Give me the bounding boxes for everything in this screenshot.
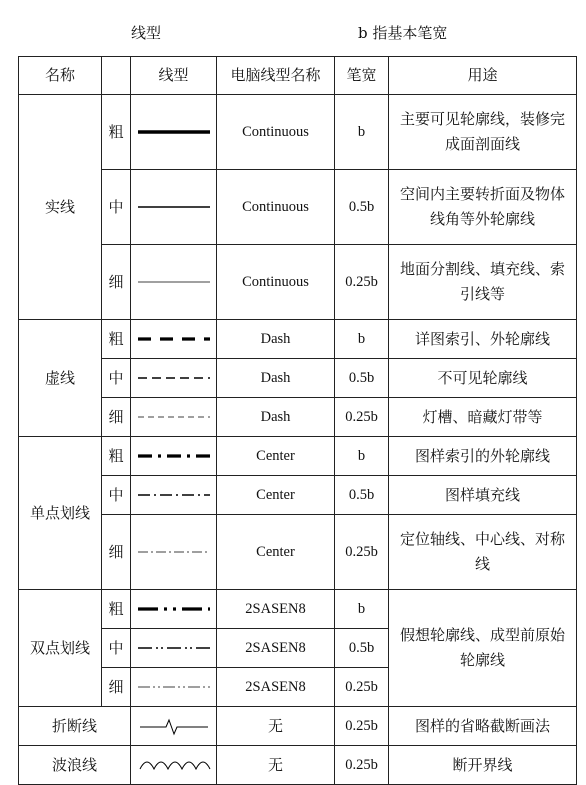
table-row — [19, 320, 577, 359]
pen-width-cell: 0.5b — [335, 629, 389, 668]
cad-name-cell: Continuous — [217, 170, 335, 245]
table-row — [19, 515, 577, 590]
line-sample-solid-thick — [131, 95, 217, 170]
line-sample-phantom-thick — [131, 590, 217, 629]
pen-width-cell: b — [335, 95, 389, 170]
col-header-line-type: 线型 — [131, 57, 217, 95]
weight-cell: 粗 — [102, 320, 131, 359]
table-row — [19, 590, 577, 629]
group-name-phantom: 双点划线 — [19, 590, 102, 707]
usage-cell: 主要可见轮廓线，装修完成面剖面线 — [389, 95, 577, 170]
cad-name-cell: Center — [217, 437, 335, 476]
pen-width-cell: 0.5b — [335, 476, 389, 515]
weight-cell: 中 — [102, 359, 131, 398]
cad-name-cell: 2SASEN8 — [217, 629, 335, 668]
pen-width-cell: 0.5b — [335, 170, 389, 245]
col-header-cad-name: 电脑线型名称 — [217, 57, 335, 95]
weight-cell: 粗 — [102, 590, 131, 629]
header-row — [19, 57, 577, 95]
usage-cell: 不可见轮廓线 — [389, 359, 577, 398]
weight-cell: 中 — [102, 476, 131, 515]
usage-cell: 假想轮廓线、成型前原始轮廓线 — [389, 590, 577, 707]
pen-width-cell: 0.25b — [335, 398, 389, 437]
line-sample-dash-medium — [131, 359, 217, 398]
line-sample-center-thick — [131, 437, 217, 476]
weight-cell: 粗 — [102, 437, 131, 476]
weight-cell: 粗 — [102, 95, 131, 170]
table-row — [19, 170, 577, 245]
cad-name-cell: 2SASEN8 — [217, 668, 335, 707]
col-header-usage: 用途 — [389, 57, 577, 95]
weight-cell: 细 — [102, 245, 131, 320]
table-row — [19, 245, 577, 320]
usage-cell: 图样的省略截断画法 — [389, 707, 577, 746]
group-name-solid: 实线 — [19, 95, 102, 320]
usage-cell: 定位轴线、中心线、对称线 — [389, 515, 577, 590]
line-sample-wave — [131, 746, 217, 785]
cad-name-cell: Continuous — [217, 245, 335, 320]
cad-name-cell: Center — [217, 515, 335, 590]
line-sample-center-thin — [131, 515, 217, 590]
weight-cell: 中 — [102, 629, 131, 668]
line-sample-dash-thin — [131, 398, 217, 437]
usage-cell: 图样索引的外轮廓线 — [389, 437, 577, 476]
table-row — [19, 746, 577, 785]
usage-cell: 断开界线 — [389, 746, 577, 785]
line-sample-phantom-medium — [131, 629, 217, 668]
weight-cell: 细 — [102, 398, 131, 437]
line-type-table — [18, 56, 577, 785]
group-name-center: 单点划线 — [19, 437, 102, 590]
table-row — [19, 707, 577, 746]
group-name-dash: 虚线 — [19, 320, 102, 437]
table-row — [19, 476, 577, 515]
usage-cell: 空间内主要转折面及物体线角等外轮廓线 — [389, 170, 577, 245]
col-header-weight — [102, 57, 131, 95]
usage-cell: 图样填充线 — [389, 476, 577, 515]
table-row — [19, 437, 577, 476]
cad-name-cell: 无 — [217, 746, 335, 785]
line-sample-dash-thick — [131, 320, 217, 359]
cad-name-cell: Dash — [217, 320, 335, 359]
pen-width-cell: b — [335, 590, 389, 629]
weight-cell: 细 — [102, 668, 131, 707]
pen-width-cell: 0.25b — [335, 245, 389, 320]
col-header-name: 名称 — [19, 57, 102, 95]
pen-width-cell: b — [335, 437, 389, 476]
weight-cell: 细 — [102, 515, 131, 590]
line-sample-center-medium — [131, 476, 217, 515]
usage-cell: 地面分割线、填充线、索引线等 — [389, 245, 577, 320]
line-sample-solid-thin — [131, 245, 217, 320]
pen-width-cell: 0.25b — [335, 746, 389, 785]
table-row — [19, 359, 577, 398]
cad-name-cell: 2SASEN8 — [217, 590, 335, 629]
pen-width-cell: 0.25b — [335, 668, 389, 707]
weight-cell: 中 — [102, 170, 131, 245]
cad-name-cell: Dash — [217, 398, 335, 437]
usage-cell: 灯槽、暗藏灯带等 — [389, 398, 577, 437]
table-row — [19, 398, 577, 437]
line-sample-solid-medium — [131, 170, 217, 245]
usage-cell: 详图索引、外轮廓线 — [389, 320, 577, 359]
pen-width-cell: b — [335, 320, 389, 359]
pen-width-cell: 0.5b — [335, 359, 389, 398]
base-width-note: b 指基本笔宽 — [358, 24, 448, 42]
single-name-break: 折断线 — [19, 707, 131, 746]
line-sample-break — [131, 707, 217, 746]
table-row — [19, 95, 577, 170]
cad-name-cell: 无 — [217, 707, 335, 746]
cad-name-cell: Continuous — [217, 95, 335, 170]
pen-width-cell: 0.25b — [335, 707, 389, 746]
cad-name-cell: Center — [217, 476, 335, 515]
line-type-caption: 线型 — [131, 24, 162, 42]
pen-width-cell: 0.25b — [335, 515, 389, 590]
line-sample-phantom-thin — [131, 668, 217, 707]
cad-name-cell: Dash — [217, 359, 335, 398]
single-name-wave: 波浪线 — [19, 746, 131, 785]
col-header-pen-width: 笔宽 — [335, 57, 389, 95]
